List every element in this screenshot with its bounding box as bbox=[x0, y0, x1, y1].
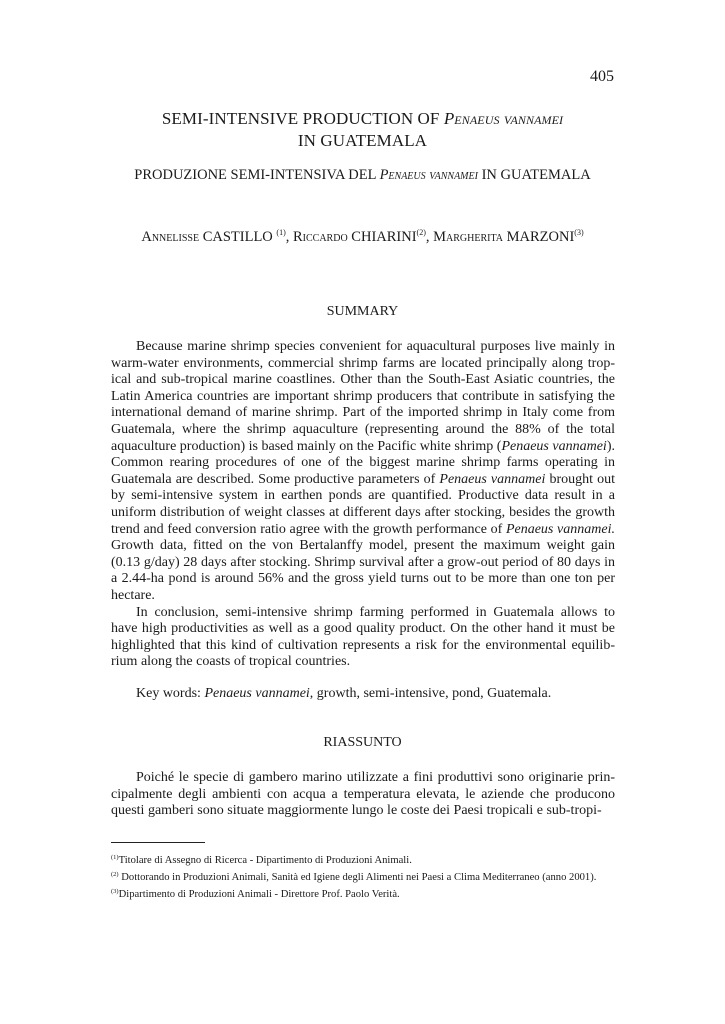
author-list: Annelisse CASTILLO $^{(1)}$, Riccardo CHIARINI$^{(2)}$, Margherita MARZONI$^{(3)}$ bbox=[141, 228, 584, 245]
author-3 bbox=[433, 229, 584, 245]
footnote-text: Dottorando in Produzioni Animali, Sanità ed Igiene degli Alimenti nei Paesi a Clima Mediterraneo (anno 2001). bbox=[118, 872, 597, 884]
author-last-name: CHIARINI bbox=[351, 229, 417, 245]
summary-text: brought out by semi-intensive system in earthen ponds are quantified. Productive data result in a uniform distribution of weight classes at different days after stocking, besides the growth trend and feed conversion ratio agree with the growth performance of bbox=[111, 471, 615, 537]
subtitle-species: Penaeus vannamei bbox=[379, 167, 478, 183]
footnote-2 bbox=[111, 868, 615, 885]
species-name: Penaeus vannamei bbox=[501, 438, 607, 454]
summary-text: Growth data, fitted on the von Bertalanffy model, present the maximum weight gain (0.13 g/day) 28 days after stocking. Shrimp survival after a grow-out period of 80 days in a 2.44-ha pond is around 56% and the gross yield turns out to be more than one ton per hectare. bbox=[111, 538, 615, 603]
riassunto-heading: RIASSUNTO bbox=[323, 735, 402, 750]
footnote-text: Dipartimento di Produzioni Animali - Direttore Prof. Paolo Verità. bbox=[118, 889, 400, 901]
keywords-label: Key words: bbox=[136, 686, 205, 701]
title-line-1 bbox=[0, 108, 725, 130]
author-affiliation-mark: (1) bbox=[276, 228, 286, 237]
author-last-name: MARZONI bbox=[506, 229, 575, 245]
author-1 bbox=[141, 229, 285, 245]
article-subtitle bbox=[0, 166, 725, 184]
footnote-mark: (3) bbox=[111, 888, 119, 896]
summary-paragraph-1 bbox=[111, 339, 615, 605]
subtitle-suffix: IN GUATEMALA bbox=[477, 167, 591, 183]
summary-paragraph-2: In conclusion, semi-intensive shrimp farming performed in Guatemala allows to have high productivities as well as a good quality product. On the other hand it must be highlighted that this kind of cultivation represents a risk for the environmental equilibrium along the coasts of tropical countries. bbox=[111, 604, 615, 670]
summary-text: ). Common rearing procedures of one of the biggest marine shrimp farms operating in Guatemala are described. Some productive parameters of bbox=[111, 438, 615, 487]
author-last-name: CASTILLO bbox=[202, 229, 273, 245]
footnote-mark: (2) bbox=[111, 871, 119, 879]
keywords-species: Penaeus vannamei bbox=[204, 686, 310, 701]
page-number: 405 bbox=[590, 68, 614, 85]
author-2 bbox=[293, 229, 426, 245]
footnote-divider bbox=[111, 842, 205, 843]
title-prefix: SEMI-INTENSIVE PRODUCTION OF bbox=[161, 109, 444, 128]
species-name: Penaeus vannamei. bbox=[505, 521, 615, 537]
author-first-name: Riccardo bbox=[292, 229, 348, 245]
summary-body bbox=[111, 339, 615, 671]
title-line-2: IN GUATEMALA bbox=[297, 131, 428, 150]
author-affiliation-mark: (2) bbox=[416, 228, 426, 237]
title-species: Penaeus vannamei bbox=[443, 109, 564, 128]
author-first-name: Margherita bbox=[433, 229, 503, 245]
species-name: Penaeus vannamei bbox=[439, 471, 546, 487]
footnotes bbox=[111, 851, 615, 903]
author-first-name: Annelisse bbox=[141, 229, 200, 245]
riassunto-body bbox=[111, 770, 615, 820]
keywords-rest: , growth, semi-intensive, pond, Guatemala. bbox=[309, 686, 552, 701]
summary-text: Because marine shrimp species convenient for aquacultural purposes live mainly in warm-water environments, commercial shrimp farms are located principally along tropical and sub-tropical marine coastlines. Other than the South-East Asiatic countries, the Latin America countries are important shrimp producers that contribute in satisfying the international demand of marine shrimp. Part of the imported shrimp in Italy come from Guatemala, where the shrimp aquaculture (representing around the 88% of the total aquaculture production) is based mainly on the Pacific white shrimp ( bbox=[111, 339, 615, 454]
author-affiliation-mark: (3) bbox=[574, 228, 584, 237]
subtitle-prefix: PRODUZIONE SEMI-INTENSIVA DEL bbox=[134, 167, 380, 183]
footnote-mark: (1) bbox=[111, 854, 119, 861]
article-title bbox=[0, 108, 725, 152]
footnote-text: Titolare di Assegno di Ricerca - Dipartimento di Produzioni Animali. bbox=[118, 855, 412, 866]
footnote-1 bbox=[111, 851, 615, 868]
keywords bbox=[111, 686, 615, 702]
footnote-3 bbox=[111, 885, 615, 902]
riassunto-paragraph-1: Poiché le specie di gambero marino utilizzate a fini produttivi sono originarie principalmente degli ambienti con acqua a temperatura elevata, le aziende che producono questi gamberi sono situate maggiormente lungo le coste dei Paesi tropicali e sub-tropi- bbox=[111, 770, 615, 819]
summary-heading: SUMMARY bbox=[326, 304, 399, 319]
